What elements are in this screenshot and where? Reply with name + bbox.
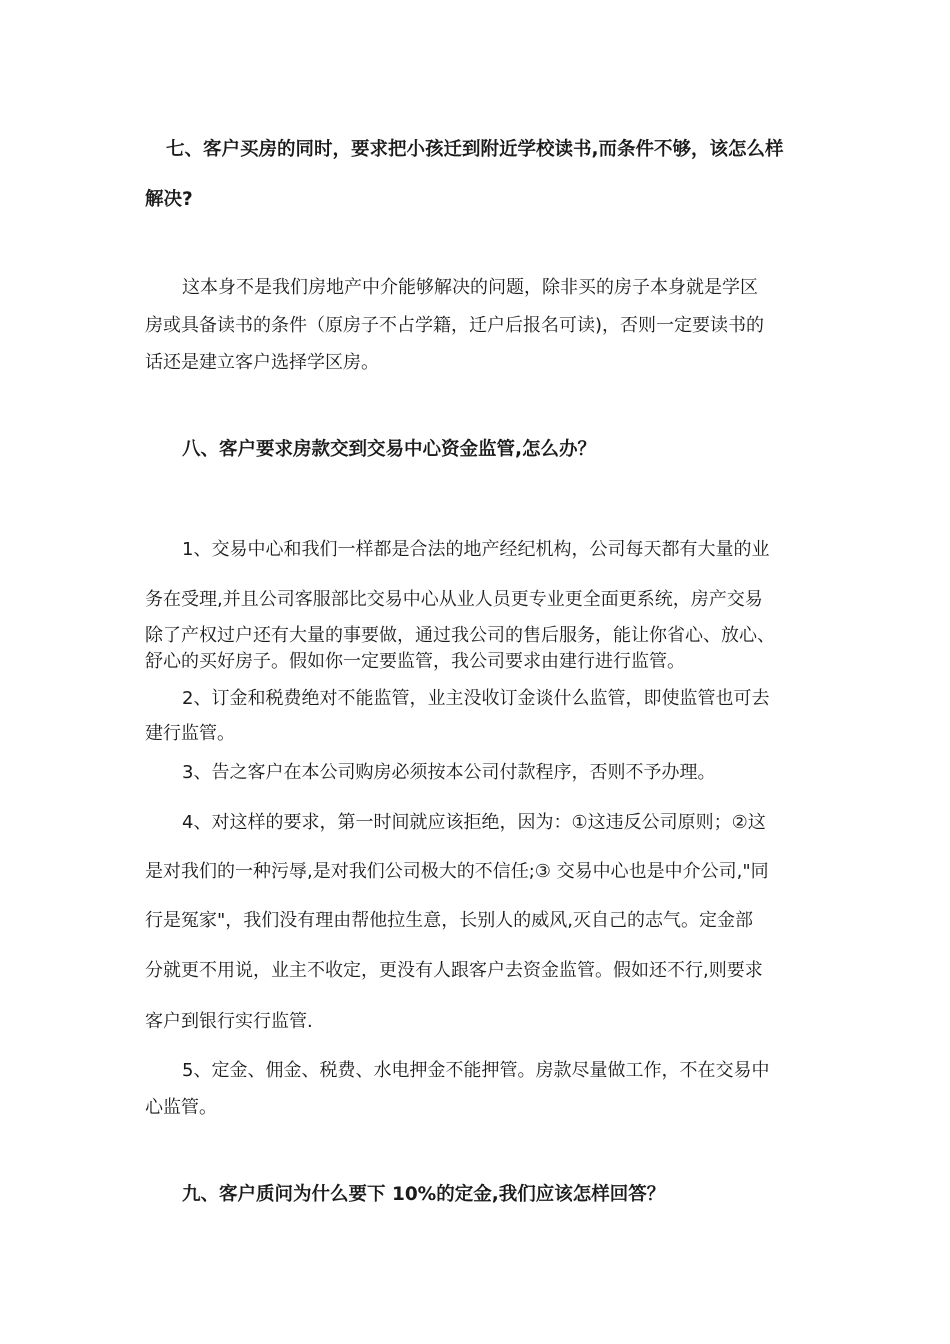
section-8-item-1-line-1: 1、交易中心和我们一样都是合法的地产经纪机构，公司每天都有大量的业 [182,539,770,560]
section-9-heading: 九、客户质问为什么要下 10%的定金,我们应该怎样回答？ [182,1184,666,1205]
section-8-item-3-line-1: 3、告之客户在本公司购房必须按本公司付款程序，否则不予办理。 [182,762,716,783]
section-7-paragraph-line-3: 话还是建立客户选择学区房。 [145,352,379,373]
section-8-item-5-line-2: 心监管。 [145,1097,217,1118]
section-7-paragraph-line-1: 这本身不是我们房地产中介能够解决的问题，除非买的房子本身就是学区 [182,277,758,298]
section-8-item-4-line-1: 4、对这样的要求，第一时间就应该拒绝，因为：①这违反公司原则；②这 [182,812,766,833]
section-8-item-4-line-5: 客户到银行实行监管. [145,1011,313,1032]
section-8-item-2-line-1: 2、订金和税费绝对不能监管，业主没收订金谈什么监管，即使监管也可去 [182,688,770,709]
section-8-heading: 八、客户要求房款交到交易中心资金监管,怎么办？ [182,439,597,460]
section-7-heading-line-1: 七、客户买房的同时，要求把小孩迁到附近学校读书,而条件不够，该怎么样 [166,139,784,160]
section-8-item-4-line-3: 行是冤家"，我们没有理由帮他拉生意，长别人的威风,灭自己的志气。定金部 [145,910,753,931]
section-7-heading-line-2: 解决? [145,189,193,210]
section-8-item-4-line-2: 是对我们的一种污辱,是对我们公司极大的不信任;③ 交易中心也是中介公司,"同 [145,861,769,882]
section-8-item-1-line-2: 务在受理,并且公司客服部比交易中心从业人员更专业更全面更系统，房产交易 [145,589,763,610]
section-8-item-1-line-3: 除了产权过户还有大量的事要做，通过我公司的售后服务，能让你省心、放心、 [145,625,775,646]
section-7-paragraph-line-2: 房或具备读书的条件（原房子不占学籍，迁户后报名可读)，否则一定要读书的 [145,315,765,336]
section-8-item-5-line-1: 5、定金、佣金、税费、水电押金不能押管。房款尽量做工作，不在交易中 [182,1060,770,1081]
section-8-item-2-line-2: 建行监管。 [145,723,235,744]
section-8-item-4-line-4: 分就更不用说，业主不收定，更没有人跟客户去资金监管。假如还不行,则要求 [145,960,763,981]
section-8-item-1-line-4: 舒心的买好房子。假如你一定要监管，我公司要求由建行进行监管。 [145,651,685,672]
